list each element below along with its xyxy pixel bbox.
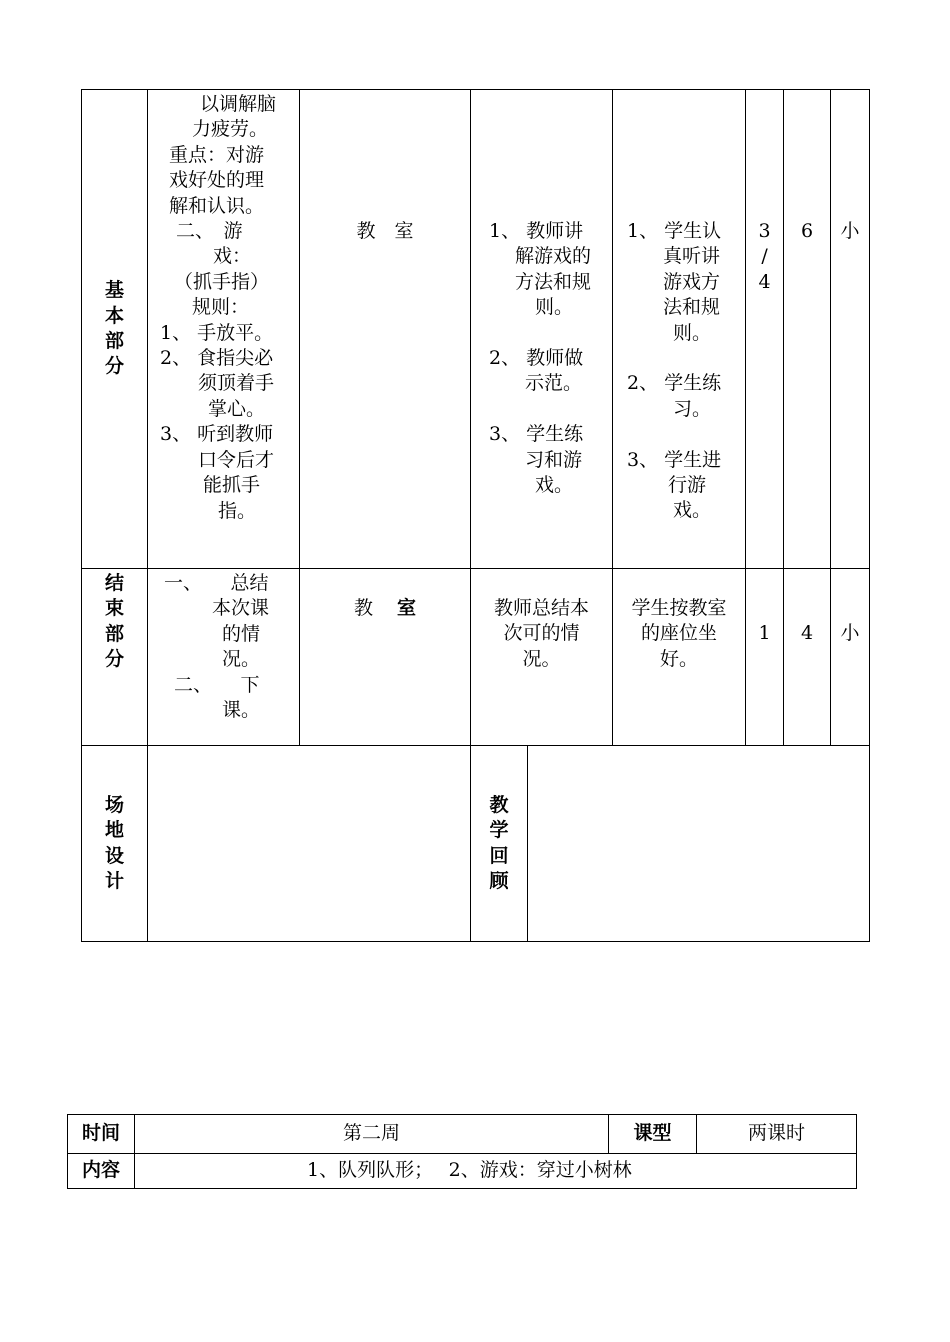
end-content — [148, 569, 300, 746]
label-char: 部 — [104, 330, 124, 352]
label-char: 束 — [104, 597, 124, 620]
end-minutes — [784, 569, 831, 746]
content-line: 戏： — [213, 245, 252, 268]
basic-count — [746, 90, 784, 569]
student-line: 戏。 — [673, 499, 712, 522]
label-char: 结 — [104, 572, 124, 594]
student-line: 学生按教室 — [631, 597, 727, 619]
label-char: 计 — [104, 869, 124, 892]
content-line: 2、 食指尖必 — [160, 347, 274, 370]
student-line: 行游 — [668, 474, 707, 497]
end-location — [300, 569, 471, 746]
student-line: 法和规 — [663, 296, 721, 319]
content-line: （抓手指） — [174, 270, 270, 293]
content-line: 二、 下 — [174, 673, 260, 696]
label-char: 地 — [104, 819, 124, 842]
teacher-line: 解游戏的 — [515, 245, 592, 268]
basic-content — [148, 90, 300, 569]
label-char: 部 — [104, 622, 124, 645]
content-line: 本次课 — [212, 597, 270, 620]
teacher-line: 2、 教师做 — [489, 347, 584, 370]
site-design-label — [82, 746, 148, 942]
label-char: 教 — [489, 793, 509, 816]
student-line: 1、 学生认 — [627, 220, 722, 242]
student-line: 习。 — [673, 397, 712, 420]
end-teacher-activity — [471, 569, 613, 746]
student-line — [613, 422, 745, 447]
content-line: 解和认识。 — [169, 194, 265, 217]
content-line: 以调解脑 — [200, 93, 277, 115]
label-char: 分 — [104, 648, 124, 671]
label-char: 设 — [104, 844, 124, 867]
content-line: 口令后才 — [198, 448, 275, 471]
lesson-plan-table — [81, 89, 870, 942]
basic-section-label — [82, 90, 148, 569]
location-text: 教 — [353, 597, 373, 619]
minutes-text: 6 — [800, 220, 814, 242]
end-count — [746, 569, 784, 746]
teaching-review-area — [528, 746, 870, 942]
time-value: 第二周 — [135, 1115, 609, 1154]
teacher-line: 习和游 — [525, 448, 583, 471]
label-char: 分 — [104, 355, 124, 378]
content-line: 一、 总结 — [164, 572, 269, 594]
end-intensity — [831, 569, 870, 746]
teaching-review-label — [471, 746, 528, 942]
intensity-text: 小 — [840, 220, 860, 242]
content-line: 力疲劳。 — [192, 118, 269, 141]
basic-intensity — [831, 90, 870, 569]
count-line: / — [761, 245, 768, 268]
content-line: 3、 听到教师 — [160, 423, 274, 446]
end-student-activity — [613, 569, 746, 746]
teacher-line: 方法和规 — [515, 270, 592, 293]
content-line: 课。 — [222, 699, 261, 722]
content-line: 掌心。 — [208, 397, 266, 420]
content-line: 重点：对游 — [169, 143, 265, 166]
count-line: 3 — [758, 220, 771, 242]
site-design-area — [148, 746, 471, 942]
basic-teacher-activity — [471, 90, 613, 569]
content-line: 须顶着手 — [198, 372, 275, 395]
student-line: 的座位坐 — [641, 622, 718, 645]
minutes-text: 4 — [800, 622, 814, 644]
student-line: 2、 学生练 — [627, 372, 722, 395]
student-line — [613, 346, 745, 371]
label-char: 场 — [104, 793, 124, 816]
time-label: 时间 — [68, 1115, 135, 1154]
basic-minutes — [784, 90, 831, 569]
end-section-label — [82, 569, 148, 746]
basic-student-activity — [613, 90, 746, 569]
student-line: 真听讲 — [663, 245, 721, 268]
content-line: 况。 — [222, 648, 261, 671]
site-design-row — [82, 746, 870, 942]
teacher-line: 则。 — [535, 296, 574, 319]
teacher-line — [471, 397, 612, 422]
count-text: 1 — [758, 622, 771, 644]
teacher-line: 况。 — [522, 647, 561, 670]
location-text: 教 室 — [356, 220, 414, 242]
content-line: 1、 手放平。 — [160, 321, 274, 344]
intensity-text: 小 — [840, 622, 860, 644]
teacher-line — [471, 321, 612, 346]
teacher-line: 戏。 — [535, 474, 574, 497]
end-section-row — [82, 569, 870, 746]
teacher-line: 教师总结本 — [494, 597, 590, 619]
label-char: 基 — [104, 279, 124, 302]
label-char: 回 — [489, 844, 509, 867]
location-text: 室 — [397, 597, 417, 619]
content-line: 的情 — [222, 622, 261, 645]
teacher-line: 1、 教师讲 — [489, 220, 584, 242]
student-line: 则。 — [673, 321, 712, 344]
type-value: 两课时 — [697, 1115, 857, 1154]
student-line: 好。 — [660, 647, 699, 670]
content-line: 规则： — [192, 296, 250, 319]
info-row-time — [68, 1115, 857, 1154]
label-char: 顾 — [489, 869, 509, 892]
student-line: 游戏方 — [663, 270, 721, 293]
content-line: 能抓手 — [203, 474, 261, 497]
content-label: 内容 — [68, 1154, 135, 1189]
info-row-content — [68, 1154, 857, 1189]
content-value-text: 1、队列队形； 2、游戏：穿过小树林 — [307, 1159, 632, 1182]
content-line: 二、 游 — [176, 220, 243, 243]
lesson-info-table — [67, 1114, 857, 1189]
type-label: 课型 — [609, 1115, 697, 1154]
student-line: 3、 学生进 — [627, 448, 722, 471]
teacher-line: 次可的情 — [503, 622, 580, 645]
teacher-line: 示范。 — [525, 372, 583, 395]
label-char: 本 — [104, 304, 124, 327]
basic-location — [300, 90, 471, 569]
basic-section-row — [82, 90, 870, 569]
count-line: 4 — [758, 270, 771, 293]
content-value — [135, 1154, 857, 1189]
content-line: 戏好处的理 — [169, 169, 265, 192]
content-line: 指。 — [218, 499, 257, 522]
teacher-line: 3、 学生练 — [489, 423, 584, 446]
label-char: 学 — [489, 819, 509, 842]
